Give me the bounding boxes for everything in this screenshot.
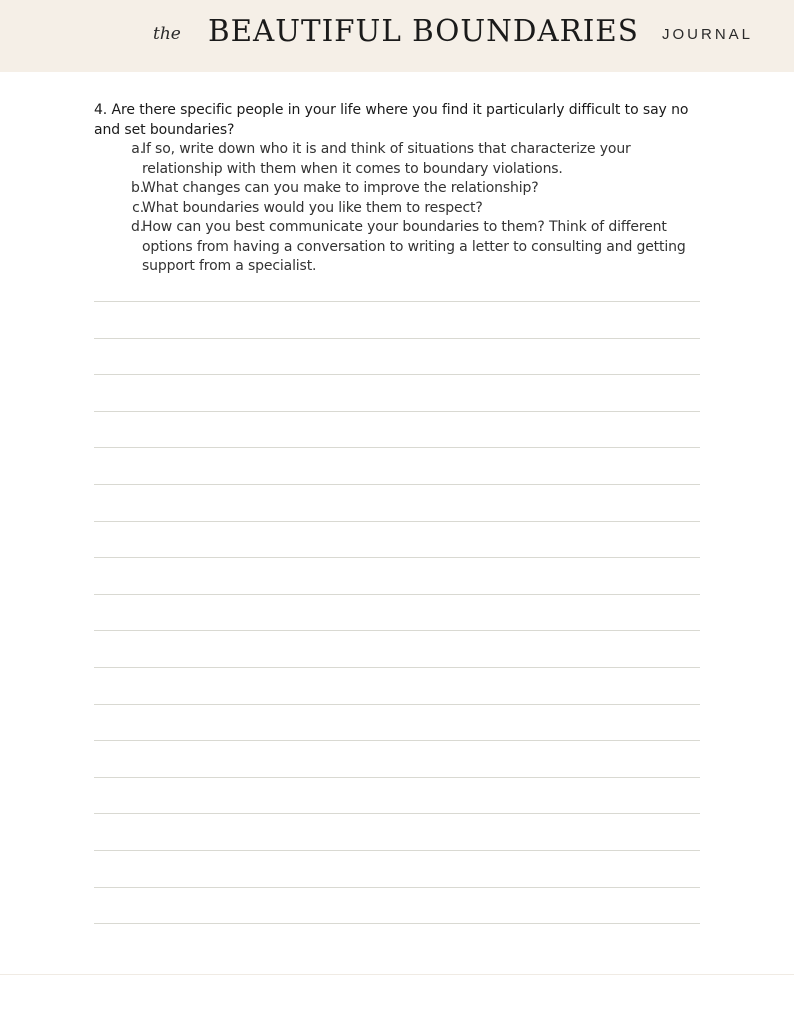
subitem-text: What changes can you make to improve the relationship? xyxy=(142,180,539,196)
brand-journal: JOURNAL xyxy=(662,26,754,43)
subitem-marker: d. xyxy=(130,219,144,235)
writing-line[interactable] xyxy=(94,301,700,302)
writing-line[interactable] xyxy=(94,887,700,888)
writing-line[interactable] xyxy=(94,630,700,631)
writing-line[interactable] xyxy=(94,594,700,595)
writing-line[interactable] xyxy=(94,740,700,741)
subitem-marker: b. xyxy=(130,180,144,196)
writing-line[interactable] xyxy=(94,447,700,448)
brand-the: the xyxy=(153,24,181,44)
writing-line[interactable] xyxy=(94,850,700,851)
writing-line[interactable] xyxy=(94,923,700,924)
writing-line[interactable] xyxy=(94,777,700,778)
writing-line[interactable] xyxy=(94,704,700,705)
writing-line[interactable] xyxy=(94,813,700,814)
writing-line[interactable] xyxy=(94,374,700,375)
subitem-marker: c. xyxy=(132,199,144,216)
brand-title: BEAUTIFUL BOUNDARIES xyxy=(208,14,639,49)
writing-line[interactable] xyxy=(94,667,700,668)
writing-line[interactable] xyxy=(94,338,700,339)
subitem-text: What boundaries would you like them to respect? xyxy=(142,199,483,216)
writing-area[interactable] xyxy=(94,0,700,1028)
subitem-marker: a. xyxy=(131,141,144,157)
writing-line[interactable] xyxy=(94,557,700,558)
writing-line[interactable] xyxy=(94,521,700,522)
question-prompt: 4. Are there specific people in your life where you find it particularly difficult to say no and set boundaries? xyxy=(94,102,689,138)
subitem-text: How can you best communicate your boundaries to them? Think of different options from having a conversation to writing a letter to consulting and getting support from a specialist. xyxy=(142,219,686,274)
writing-line[interactable] xyxy=(94,484,700,485)
footer-divider xyxy=(0,974,794,975)
writing-line[interactable] xyxy=(94,411,700,412)
subitem-text: If so, write down who it is and think of situations that characterize your relationship with them when it comes to boundary violations. xyxy=(142,141,631,177)
